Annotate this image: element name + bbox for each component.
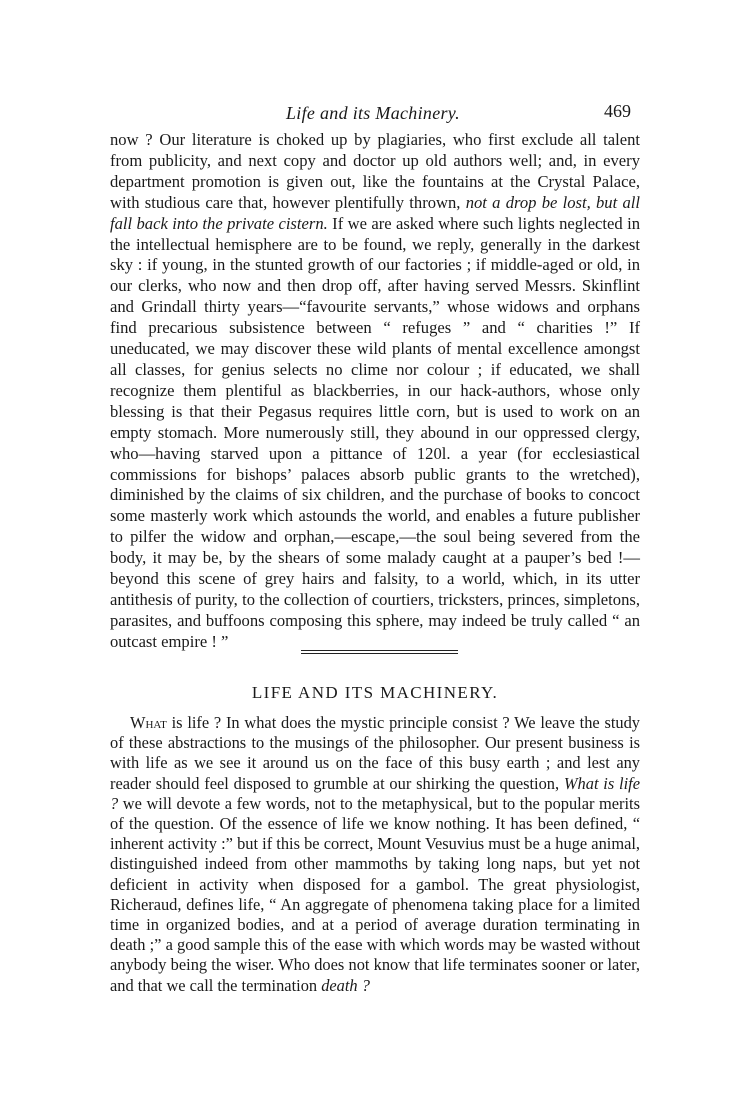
section-segment-1: is life ? In what does the mystic principle consist ? We leave the study of these abstractions to the musings of the philosopher. Our present business is with life as we see it around us on the face of this busy earth ; and lest any reader should feel disposed to grumble at our shirking the question,	[110, 713, 640, 793]
continuation-segment-3: If we are asked where such lights neglected in the intellectual hemisphere are to be found, we reply, generally in the darkest sky : if young, in the stunted growth of our factories ; if middle-aged or old, in our clerks, who now and then drop off, after having served Messrs. Skinflint and Grindall thirty years—“favourite servants,” whose widows and orphans find precarious subsistence between “ refuges ” and “ charities !” If uneducated, we may discover these wild plants of mental excellence amongst all classes, for genius selects no clime nor colour ; if educated, we shall recognize them plentiful as blackberries, in our hack-authors, whose only blessing is that their Pegasus requires little corn, but is used to work on an empty stomach. More numerously still, they abound in our oppressed clergy, who—having starved upon a pittance of 120l. a year (for ecclesiastical commissions for bishops’ palaces absorb public grants to the wretched), diminished by the claims of six children, and the purchase of books to concoct some masterly work which astounds the world, and enables a future publisher to pilfer the widow and orphan,—escape,—the soul being severed from the body, it may be, by the shears of some malady caught at a pauper’s bed !—beyond this scene of grey hairs and falsity, to a world, which, in its utter antithesis of purity, to the collection of courtiers, tricksters, princes, simpletons, parasites, and buffoons composing this sphere, may indeed be truly called “ an outcast empire ! ”	[110, 213, 640, 651]
continuation-paragraph	[110, 130, 640, 653]
running-head: Life and its Machinery.	[286, 103, 460, 123]
divider-rule-top	[301, 650, 458, 651]
section-lead-word: What	[130, 713, 167, 732]
section-segment-3: we will devote a few words, not to the metaphysical, but to the popular merits of the question. Of the essence of life we know nothing. It has been defined, “ inherent activity :” but if this be correct, Mount Vesuvius must be a huge animal, distinguished indeed from other mammoths by taking long naps, but yet not deficient in activity when disposed for a gambol. The great physiologist, Richeraud, defines life, “ An aggregate of phenomena taking place for a limited time in organized bodies, and at a period of average duration terminating in death ;” a good sample this of the ease with which words may be wasted without anybody being the wiser. Who does not know that life terminates sooner or later, and that we call the termination	[110, 793, 640, 995]
continuation-segment-1: now ? Our literature is choked up by plagiaries, who first exclude all talent from publicity, and next copy and doctor up old authors well; and, in every department promotion is given out, like the fountains at the Crystal Palace, with studious care that, however plentifully thrown,	[110, 130, 640, 212]
section-divider	[301, 650, 458, 656]
section-italic-question: What is life ?	[110, 773, 640, 813]
continuation-italic-phrase: not a drop be lost, but all fall back into the private cistern.	[110, 192, 640, 233]
divider-rule-bottom	[301, 653, 458, 654]
continuation-text	[110, 130, 640, 653]
page-number: 469	[604, 101, 631, 121]
section-title: LIFE AND ITS MACHINERY.	[251, 683, 499, 702]
section-paragraph	[110, 713, 640, 996]
section-text	[110, 713, 640, 996]
section-italic-death: death ?	[321, 975, 370, 995]
